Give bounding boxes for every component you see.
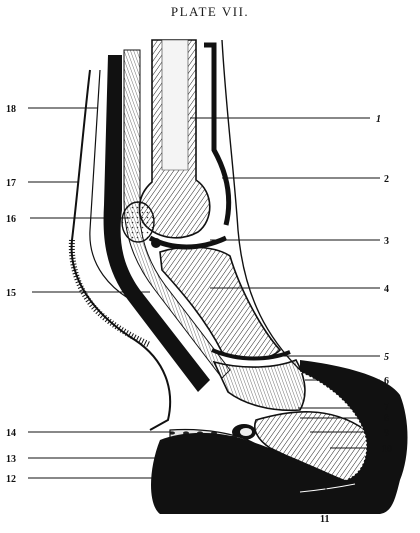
label-5: 5: [384, 352, 389, 363]
cannon-marrow: [162, 40, 188, 170]
label-10: 10: [382, 444, 392, 455]
label-16: 16: [6, 214, 16, 225]
sesamoid-bone: [122, 202, 154, 242]
label-4: 4: [384, 284, 389, 295]
label-17: 17: [6, 178, 16, 189]
label-18: 18: [6, 104, 16, 115]
label-12: 12: [6, 474, 16, 485]
label-13: 13: [6, 454, 16, 465]
label-6: 6: [384, 376, 389, 387]
short-pastern: [214, 360, 305, 410]
label-11: 11: [320, 514, 330, 525]
label-1: 1: [376, 114, 381, 125]
label-14: 14: [6, 428, 16, 439]
label-8: 8: [384, 413, 389, 424]
label-9: 9: [384, 428, 389, 439]
label-3: 3: [384, 236, 389, 247]
fetlock-capsule: [150, 238, 226, 247]
label-7: 7: [384, 402, 389, 413]
label-2: 2: [384, 174, 389, 185]
plate-title: PLATE VII.: [170, 4, 250, 19]
label-15: 15: [6, 288, 16, 299]
